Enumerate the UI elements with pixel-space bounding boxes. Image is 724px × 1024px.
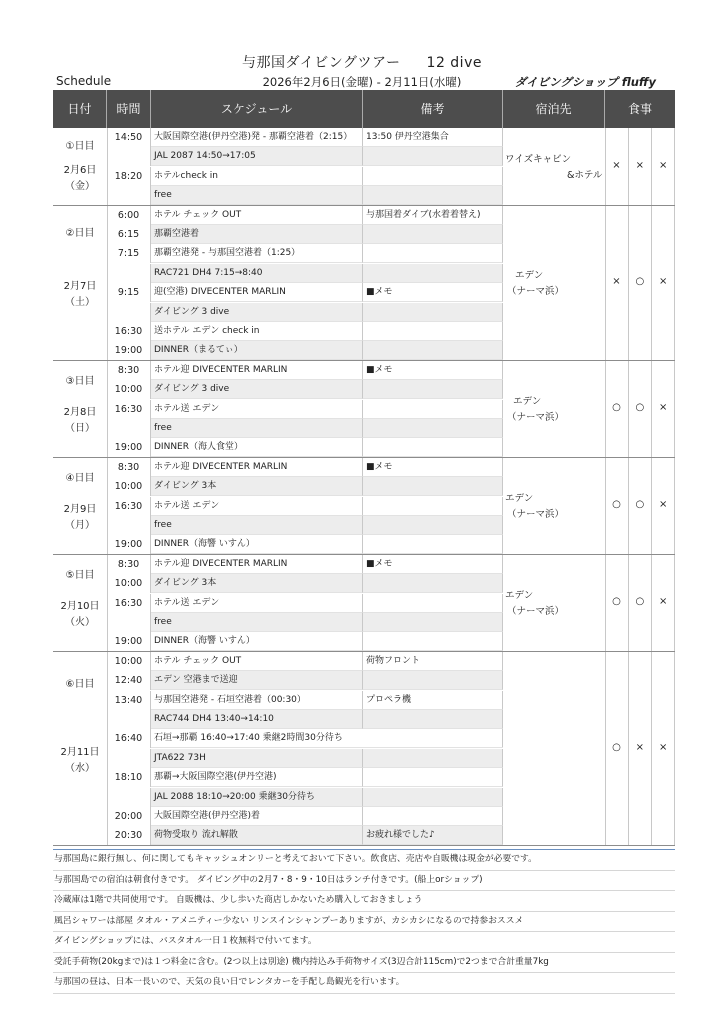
stay-name: エデン — [505, 493, 534, 505]
stay-name: エデン — [513, 396, 542, 408]
schedule-row — [107, 749, 563, 768]
row-time: 19:00 — [107, 438, 151, 457]
row-schedule: DINNER（海響 いすん） — [151, 535, 363, 554]
row-note — [363, 574, 503, 593]
meal-cell — [605, 206, 629, 360]
schedule-row — [107, 613, 563, 632]
schedule-row — [107, 555, 563, 574]
meal-cell — [652, 652, 675, 845]
row-note — [363, 497, 503, 516]
row-schedule: JTA622 73H — [151, 749, 363, 768]
row-note — [363, 632, 503, 651]
row-note — [363, 768, 503, 787]
shop-name: ダイビングショップ fluffy — [514, 75, 656, 89]
meal-cell — [628, 128, 652, 205]
row-schedule: RAC744 DH4 13:40→14:10 — [151, 710, 363, 729]
day-label: ②日目 — [65, 228, 95, 240]
row-time: 13:40 — [107, 691, 151, 710]
row-time: 10:00 — [107, 477, 151, 496]
row-time: 8:30 — [107, 555, 151, 574]
row-note — [363, 147, 503, 166]
header-notes: 備考 — [363, 90, 503, 128]
meal-cell — [628, 458, 652, 554]
schedule-row — [107, 535, 563, 554]
day-date: 2月10日 — [60, 601, 100, 613]
header-stay: 宿泊先 — [503, 90, 605, 128]
row-note — [363, 477, 503, 496]
row-note — [363, 516, 503, 535]
row-schedule: エデン 空港まで送迎 — [151, 671, 363, 690]
row-schedule: ダイビング 3 dive — [151, 303, 363, 322]
row-note: 与那国着ダイブ(水着着替え) — [363, 206, 503, 225]
page-title — [0, 52, 724, 72]
day-block — [53, 128, 675, 206]
day-weekday: （月） — [65, 520, 95, 532]
row-time — [107, 147, 151, 166]
day-block — [53, 458, 675, 555]
row-time: 20:30 — [107, 826, 151, 845]
day-block — [53, 361, 675, 458]
day-date: 2月9日 — [63, 504, 97, 516]
meal-mark: × — [658, 159, 668, 171]
meal-cell — [605, 458, 629, 554]
meal-cell — [628, 555, 652, 651]
meal-cell — [652, 206, 675, 360]
row-time: 16:30 — [107, 594, 151, 613]
stay-cell — [503, 555, 606, 651]
meal-mark: × — [658, 402, 668, 414]
row-note — [363, 322, 503, 341]
row-note — [363, 244, 503, 263]
day-date-cell — [53, 458, 108, 554]
stay-area: （ナーマ浜） — [507, 412, 565, 424]
schedule-row — [107, 826, 563, 845]
row-note: ■メモ — [363, 555, 503, 574]
row-note — [363, 167, 503, 186]
row-note — [363, 594, 503, 613]
row-schedule: free — [151, 186, 363, 205]
row-note — [363, 671, 503, 690]
schedule-row — [107, 147, 563, 166]
schedule-row — [107, 516, 563, 535]
schedule-row — [107, 458, 563, 477]
row-schedule: ダイビング 3 dive — [151, 380, 363, 399]
schedule-row — [107, 419, 563, 438]
stay-area: &ホテル — [567, 169, 603, 181]
schedule-row — [107, 400, 563, 419]
stay-cell — [503, 458, 606, 554]
meal-mark: × — [658, 741, 668, 753]
footer-note: 与那国の昼は、日本一長いので、天気の良い日でレンタカーを手配し島観光を行います。 — [53, 973, 675, 994]
meal-mark: ○ — [635, 499, 645, 511]
meal-mark: × — [612, 159, 621, 171]
meal-mark: ○ — [635, 276, 645, 288]
tour-title: 与那国ダイビングツアー — [242, 55, 401, 71]
meal-mark: ○ — [612, 596, 621, 608]
schedule-row — [107, 341, 563, 360]
day-weekday: （土） — [65, 297, 95, 309]
day-weekday: （火） — [65, 617, 95, 629]
row-time — [107, 186, 151, 205]
row-note — [363, 535, 503, 554]
date-range: 2026年2月6日(金曜) - 2月11日(水曜) — [262, 75, 462, 89]
footer-note: 冷蔵庫は1階で共同使用です。 自販機は、少し歩いた商店しかないため購入しておきましょう — [53, 891, 675, 912]
row-time: 18:20 — [107, 167, 151, 186]
row-schedule: ホテル迎 DIVECENTER MARLIN — [151, 555, 363, 574]
row-note — [363, 380, 503, 399]
row-time: 19:00 — [107, 632, 151, 651]
schedule-row — [107, 361, 563, 380]
schedule-row — [107, 186, 563, 205]
day-weekday: （日） — [65, 423, 95, 435]
row-schedule: ホテル送 エデン — [151, 594, 363, 613]
day-block — [53, 206, 675, 361]
row-schedule: free — [151, 419, 363, 438]
row-time: 6:00 — [107, 206, 151, 225]
row-note: ■メモ — [363, 361, 503, 380]
schedule-row — [107, 206, 563, 225]
row-time — [107, 710, 151, 729]
day-date: 2月8日 — [63, 407, 97, 419]
row-time: 6:15 — [107, 225, 151, 244]
row-note: お疲れ様でした♪ — [363, 826, 503, 845]
day-label: ⑤日目 — [65, 570, 95, 582]
meal-mark: ○ — [612, 741, 621, 753]
schedule-row — [107, 497, 563, 516]
meal-cell — [628, 206, 652, 360]
schedule-row — [107, 729, 563, 748]
row-schedule: 与那国空港発 - 石垣空港着（00:30） — [151, 691, 363, 710]
row-schedule: ホテル送 エデン — [151, 497, 363, 516]
row-note — [363, 710, 503, 729]
meal-mark: × — [635, 741, 645, 753]
meal-mark: × — [658, 596, 668, 608]
row-time — [107, 613, 151, 632]
dive-count: 12 dive — [426, 55, 482, 71]
row-schedule: 送ホテル エデン check in — [151, 322, 363, 341]
row-schedule: 那覇空港着 — [151, 225, 363, 244]
day-label: ③日目 — [65, 376, 95, 388]
day-label: ⑥日目 — [65, 679, 95, 691]
schedule-row — [107, 380, 563, 399]
row-schedule: 大阪国際空港(伊丹空港)発 - 那覇空港着（2:15） — [151, 128, 363, 147]
row-time: 7:15 — [107, 244, 151, 263]
row-time: 16:30 — [107, 400, 151, 419]
day-block — [53, 555, 675, 652]
row-schedule: ホテル迎 DIVECENTER MARLIN — [151, 458, 363, 477]
row-note: 荷物フロント — [363, 652, 503, 671]
row-schedule: ホテル チェック OUT — [151, 652, 363, 671]
row-schedule: 荷物受取り 流れ解散 — [151, 826, 363, 845]
day-date-cell — [53, 206, 108, 360]
schedule-row — [107, 632, 563, 651]
row-schedule: ダイビング 3本 — [151, 477, 363, 496]
row-schedule: ホテル チェック OUT — [151, 206, 363, 225]
row-time — [107, 516, 151, 535]
meal-cell — [605, 652, 629, 845]
day-block — [53, 652, 675, 846]
footer-note: 与那国島での宿泊は朝食付きです。 ダイビング中の2月7・8・9・10日はランチ付きです。(船上orショップ) — [53, 871, 675, 892]
row-note — [363, 225, 503, 244]
row-time — [107, 749, 151, 768]
table-header — [53, 90, 675, 128]
row-schedule: free — [151, 613, 363, 632]
meal-cell — [652, 361, 675, 457]
footer-notes — [53, 849, 675, 994]
row-note — [363, 788, 503, 807]
schedule-row — [107, 322, 563, 341]
day-weekday: （金） — [65, 180, 95, 192]
row-schedule: RAC721 DH4 7:15→8:40 — [151, 264, 363, 283]
row-note — [363, 807, 503, 826]
row-note: プロペラ機 — [363, 691, 503, 710]
row-schedule: JAL 2088 18:10→20:00 乗継30分待ち — [151, 788, 363, 807]
schedule-row — [107, 671, 563, 690]
schedule-row — [107, 167, 563, 186]
schedule-row — [107, 477, 563, 496]
schedule-row — [107, 225, 563, 244]
row-time: 9:15 — [107, 283, 151, 302]
schedule-row — [107, 244, 563, 263]
schedule-row — [107, 768, 563, 787]
schedule-row — [107, 438, 563, 457]
stay-area: （ナーマ浜） — [507, 606, 565, 618]
row-note — [363, 341, 503, 360]
row-time: 10:00 — [107, 574, 151, 593]
meal-mark: × — [612, 276, 621, 288]
row-time — [107, 788, 151, 807]
schedule-row — [107, 710, 563, 729]
header-schedule: スケジュール — [151, 90, 363, 128]
meal-mark: ○ — [635, 596, 645, 608]
row-note — [363, 400, 503, 419]
day-date: 2月6日 — [63, 164, 97, 176]
row-note — [363, 438, 503, 457]
row-time — [107, 303, 151, 322]
row-time: 12:40 — [107, 671, 151, 690]
row-note — [363, 186, 503, 205]
schedule-row — [107, 303, 563, 322]
stay-area: （ナーマ浜） — [507, 509, 565, 521]
row-time: 16:40 — [107, 729, 151, 748]
row-schedule: ホテルcheck in — [151, 167, 363, 186]
meal-cell — [605, 361, 629, 457]
stay-cell — [503, 361, 606, 457]
schedule-row — [107, 283, 563, 302]
footer-note: ダイビングショップには、バスタオル一日１枚無料で付いてます。 — [53, 932, 675, 953]
schedule-row — [107, 594, 563, 613]
row-note — [363, 264, 503, 283]
row-time: 14:50 — [107, 128, 151, 147]
meal-cell — [628, 652, 652, 845]
day-date-cell — [53, 652, 108, 845]
row-note: ■メモ — [363, 283, 503, 302]
row-note — [363, 613, 503, 632]
row-schedule: DINNER（海人食堂） — [151, 438, 363, 457]
row-schedule: DINNER（海響 いすん） — [151, 632, 363, 651]
footer-note: 受託手荷物(20kgまで)は１つ料金に含む。(2つ以上は別途) 機内持込み手荷物サイズ(3辺合計115cm)で2つまで合計重量7kg — [53, 953, 675, 974]
meal-mark: × — [658, 276, 668, 288]
row-time: 19:00 — [107, 535, 151, 554]
schedule-row — [107, 691, 563, 710]
row-time: 8:30 — [107, 361, 151, 380]
row-note — [363, 303, 503, 322]
row-schedule: ホテル送 エデン — [151, 400, 363, 419]
row-schedule: 那覇→大阪国際空港(伊丹空港) — [151, 768, 363, 787]
schedule-row — [107, 807, 563, 826]
header-date: 日付 — [53, 90, 107, 128]
row-time: 20:00 — [107, 807, 151, 826]
day-date-cell — [53, 361, 108, 457]
schedule-row — [107, 128, 563, 147]
meal-mark: ○ — [612, 499, 621, 511]
day-label: ①日目 — [65, 141, 95, 153]
row-note: 13:50 伊丹空港集合 — [363, 128, 503, 147]
row-schedule: 那覇空港発 - 与那国空港着（1:25） — [151, 244, 363, 263]
row-time: 8:30 — [107, 458, 151, 477]
meal-mark: × — [635, 159, 645, 171]
meal-mark: × — [658, 499, 668, 511]
row-note: ■メモ — [363, 458, 503, 477]
day-label: ④日目 — [65, 473, 95, 485]
meal-cell — [652, 458, 675, 554]
header-time: 時間 — [107, 90, 151, 128]
stay-cell — [503, 206, 606, 360]
row-time: 18:10 — [107, 768, 151, 787]
schedule-label: Schedule — [56, 74, 112, 88]
stay-area: （ナーマ浜） — [507, 286, 565, 298]
row-schedule: 迎(空港) DIVECENTER MARLIN — [151, 283, 363, 302]
schedule-row — [107, 788, 563, 807]
stay-name: エデン — [505, 590, 534, 602]
row-note — [363, 749, 503, 768]
row-time: 16:30 — [107, 497, 151, 516]
stay-cell — [503, 652, 606, 845]
schedule-row — [107, 264, 563, 283]
day-weekday: （水） — [65, 762, 95, 774]
header-meals: 食事 — [627, 102, 652, 116]
day-date: 2月11日 — [60, 746, 100, 758]
meal-cell — [605, 128, 629, 205]
row-time: 19:00 — [107, 341, 151, 360]
day-date-cell — [53, 555, 108, 651]
row-schedule: JAL 2087 14:50→17:05 — [151, 147, 363, 166]
row-time: 10:00 — [107, 380, 151, 399]
row-schedule: 石垣→那覇 16:40→17:40 乗継2時間30分待ち — [151, 729, 503, 748]
row-schedule: 大阪国際空港(伊丹空港)着 — [151, 807, 363, 826]
meal-cell — [652, 128, 675, 205]
meal-cell — [605, 555, 629, 651]
meal-cell — [652, 555, 675, 651]
meal-cell — [628, 361, 652, 457]
footer-note: 与那国島に銀行無し、何に関してもキャッシュオンリーと考えておいて下さい。飲食店、売店や自販機は現金が必要です。 — [53, 849, 675, 871]
row-time: 16:30 — [107, 322, 151, 341]
schedule-row — [107, 652, 563, 671]
row-schedule: ダイビング 3本 — [151, 574, 363, 593]
row-note — [363, 419, 503, 438]
row-time: 10:00 — [107, 652, 151, 671]
day-date-cell — [53, 128, 108, 205]
row-time — [107, 419, 151, 438]
stay-cell — [503, 128, 606, 205]
schedule-row — [107, 574, 563, 593]
meal-mark: ○ — [612, 402, 621, 414]
meal-mark: ○ — [635, 402, 645, 414]
stay-name: ワイズキャビン — [505, 153, 572, 165]
row-schedule: free — [151, 516, 363, 535]
day-date: 2月7日 — [63, 281, 97, 293]
row-schedule: ホテル迎 DIVECENTER MARLIN — [151, 361, 363, 380]
row-time — [107, 264, 151, 283]
stay-name: エデン — [515, 270, 544, 282]
footer-note: 風呂シャワーは部屋 タオル・アメニティー少ない リンスインシャンプーありますが、カシカシになるので持参おススメ — [53, 912, 675, 933]
row-schedule: DINNER（まるてぃ） — [151, 341, 363, 360]
